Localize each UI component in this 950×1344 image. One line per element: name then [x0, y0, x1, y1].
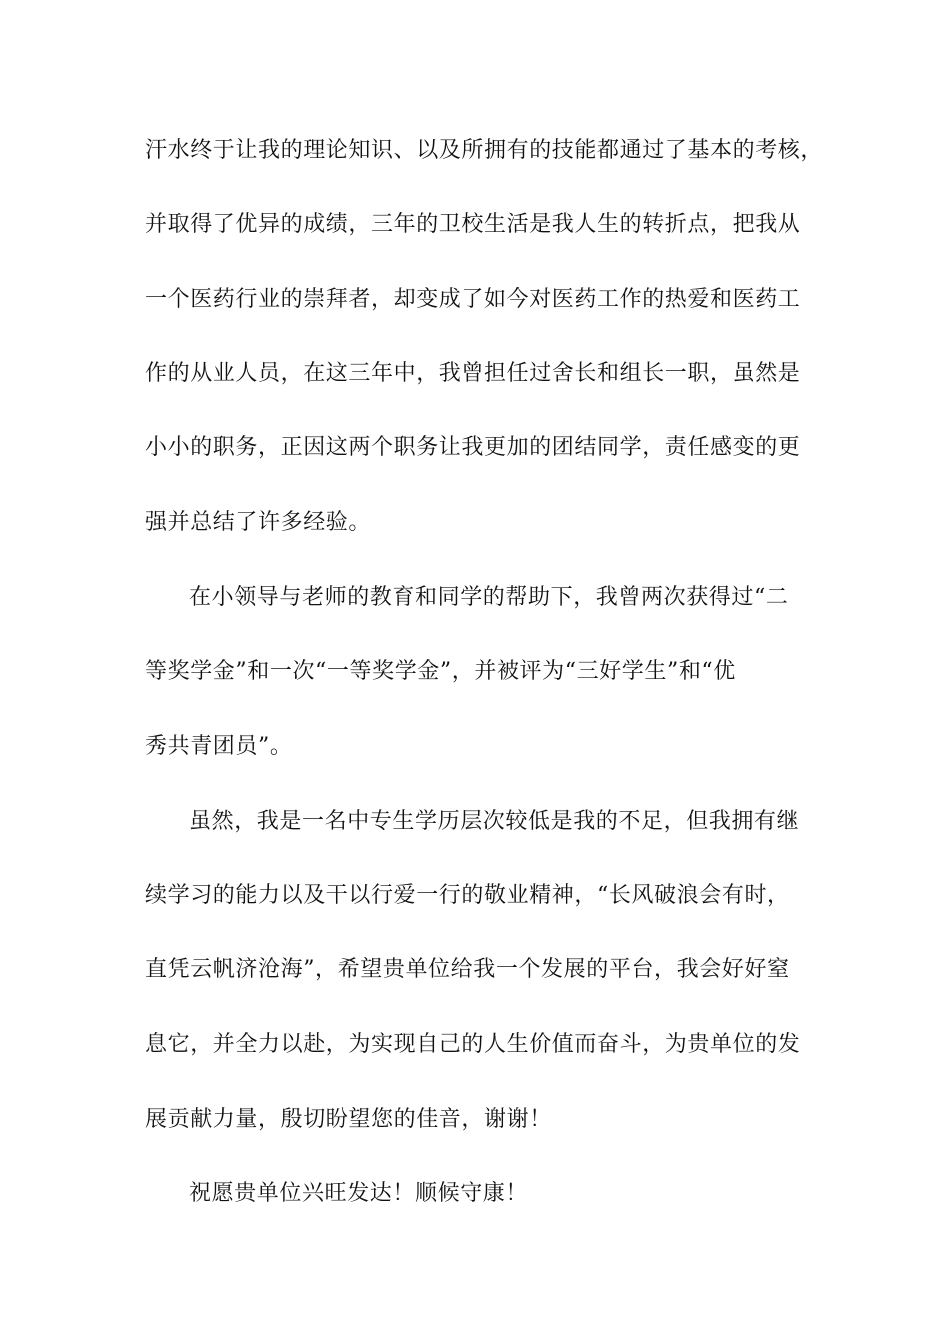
text-line: 并取得了优异的成绩，三年的卫校生活是我人生的转折点，把我从 — [145, 212, 801, 237]
text-line: 秀共青团员”。 — [145, 734, 293, 759]
text-line: 作的从业人员，在这三年中，我曾担任过舍长和组长一职，虽然是 — [145, 361, 801, 386]
text-line: 等奖学金”和一次“一等奖学金”，并被评为“三好学生”和“优 — [145, 659, 736, 684]
text-line: 续学习的能力以及干以行爱一行的敬业精神，“长风破浪会有时， — [145, 883, 790, 908]
text-line: 小小的职务，正因这两个职务让我更加的团结同学，责任感变的更 — [145, 435, 801, 460]
text-line: 展贡献力量，殷切盼望您的佳音，谢谢！ — [145, 1107, 552, 1132]
text-line: 虽然，我是一名中专生学历层次较低是我的不足，但我拥有继 — [189, 809, 800, 834]
text-line: 直凭云帆济沧海”，希望贵单位给我一个发展的平台，我会好好窒 — [145, 957, 790, 982]
text-line: 祝愿贵单位兴旺发达！顺候守康！ — [189, 1181, 529, 1206]
text-line: 强并总结了许多经验。 — [145, 510, 372, 535]
text-line: 在小领导与老师的教育和同学的帮助下，我曾两次获得过“二 — [189, 585, 789, 610]
text-line: 息它，并全力以赴，为实现自己的人生价值而奋斗，为贵单位的发 — [145, 1032, 801, 1057]
text-line: 汗水终于让我的理论知识、以及所拥有的技能都通过了基本的考核， — [145, 138, 824, 163]
text-line: 一个医药行业的崇拜者，却变成了如今对医药工作的热爱和医药工 — [145, 287, 801, 312]
